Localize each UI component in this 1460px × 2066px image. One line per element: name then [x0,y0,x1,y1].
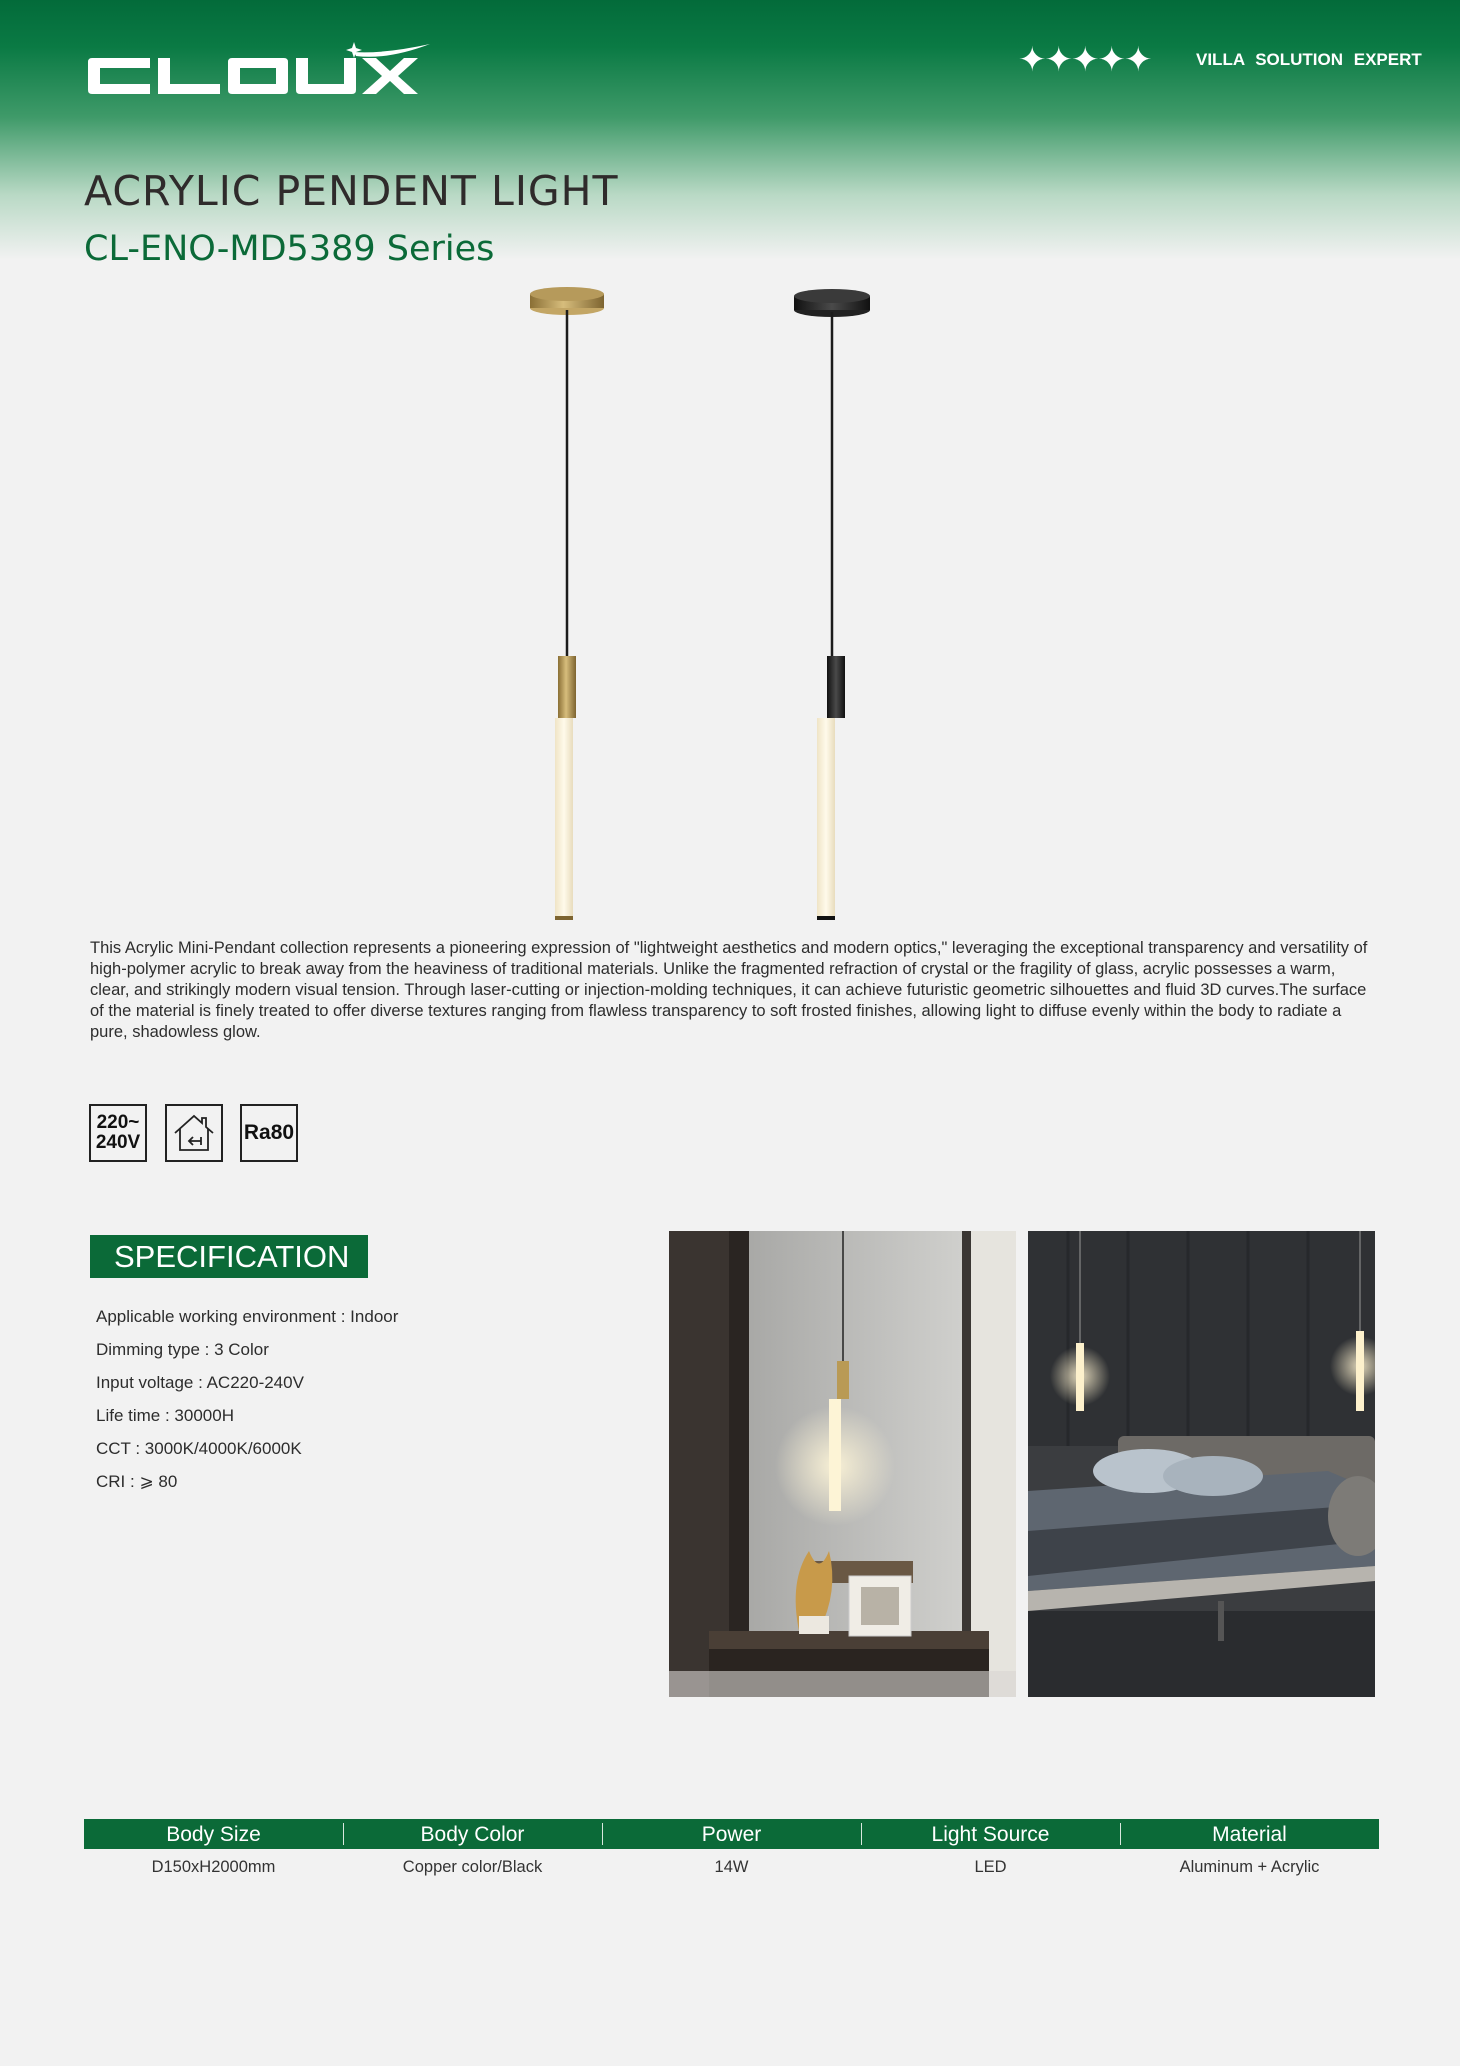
spec-item: CRI : ⩾ 80 [96,1472,178,1491]
voltage-badge-line1: 220~ [96,1112,140,1133]
brand-tagline: VILLA SOLUTION EXPERT [1196,50,1422,69]
table-header-cell: Material [1120,1819,1379,1849]
rating-stars: ✦✦✦✦✦ [1018,40,1151,80]
page-title: ACRYLIC PENDENT LIGHT [84,167,619,215]
spec-item: Applicable working environment : Indoor [96,1307,399,1326]
spec-item: Input voltage : AC220-240V [96,1373,304,1392]
voltage-badge-line2: 240V [95,1132,141,1153]
table-cell: 14W [714,1858,749,1876]
table-cell: LED [974,1858,1007,1876]
header-background [0,0,1460,260]
specification-list [96,1300,398,1498]
voltage-badge [89,1104,147,1162]
specification-heading: SPECIFICATION [90,1235,368,1278]
scene-photo-bedside [669,1231,1016,1697]
series-subtitle: CL-ENO-MD5389 Series [84,229,495,269]
table-header-cell: Power [602,1819,861,1849]
spec-item: Dimming type : 3 Color [96,1340,269,1359]
pendant-light-black [787,286,877,926]
cloux-logo [84,40,434,102]
table-cell: Copper color/Black [402,1858,543,1876]
spec-table-header [84,1819,1379,1849]
product-description: This Acrylic Mini-Pendant collection represents a pioneering expression of "lightweight aesthetics and modern optics," leveraging the exceptional transparency and versatility of high-polymer acrylic to break away from the heaviness of traditional materials. Unlike the fragmented refraction of crystal or the fragility of glass, acrylic possesses a warm, clear, and strikingly modern visual tension. Through laser-cutting or injection-molding techniques, it can achieve futuristic geometric silhouettes and fluid 3D curves.The surface of the material is finely treated to offer diverse textures ranging from flawless transparency to soft frosted finishes, allowing light to diffuse evenly within the body to radiate a pure, shadowless glow. [90,939,1368,1041]
table-header-cell: Light Source [861,1819,1120,1849]
spec-item: CCT : 3000K/4000K/6000K [96,1439,302,1458]
table-row [84,1849,1379,1885]
table-cell: Aluminum + Acrylic [1179,1858,1320,1876]
spec-item: Life time : 30000H [96,1406,234,1425]
table-header-cell: Body Color [343,1819,602,1849]
indoor-badge [165,1104,223,1162]
scene-photo-bedroom [1028,1231,1375,1697]
pendant-light-copper [522,286,612,926]
table-cell: D150xH2000mm [151,1858,276,1876]
indoor-house-icon [171,1110,217,1156]
cri-badge: Ra80 [240,1104,298,1162]
table-header-cell: Body Size [166,1823,261,1846]
spec-table [84,1819,1379,1885]
